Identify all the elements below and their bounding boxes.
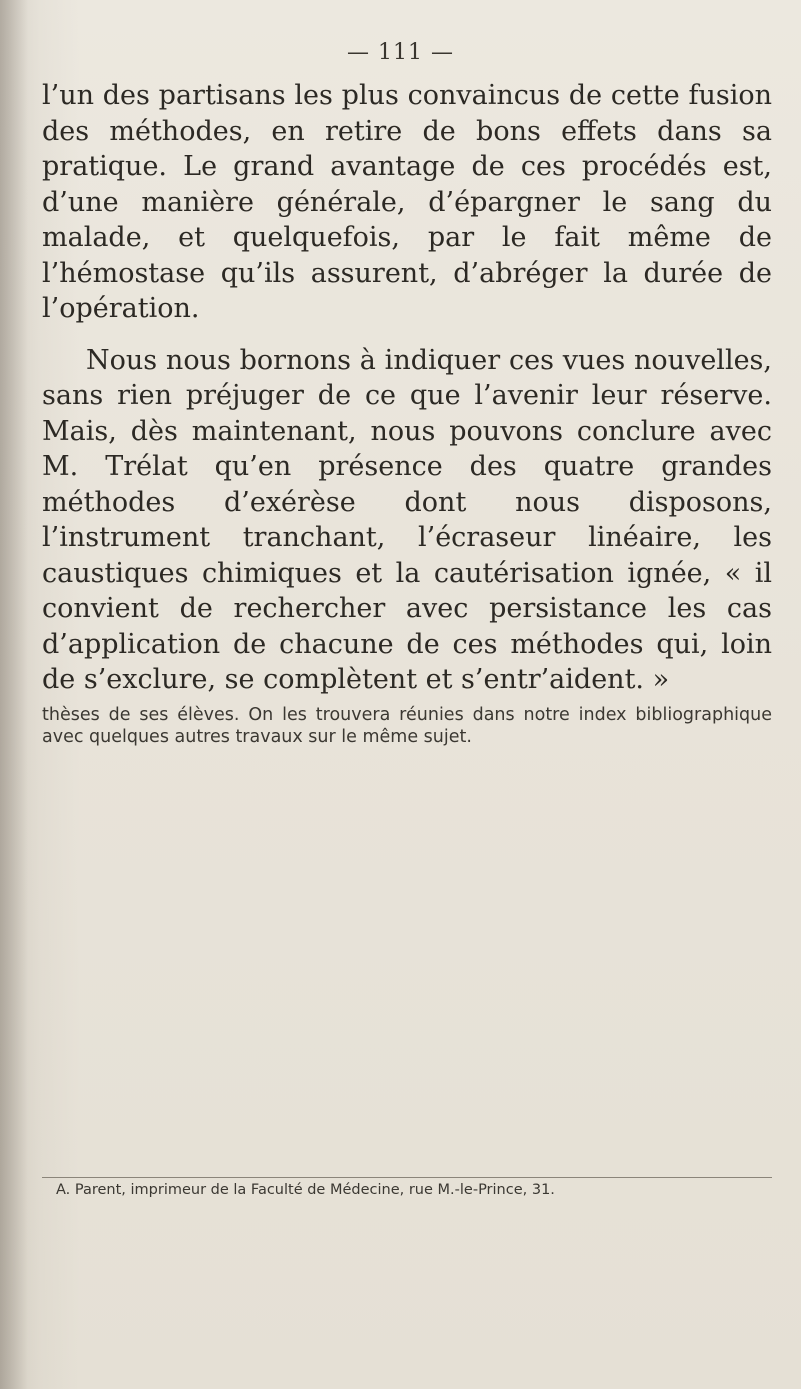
body-text — [42, 78, 772, 698]
binding-shadow — [0, 0, 28, 1389]
paragraph-2: Nous nous bornons à indiquer ces vues nouvelles, sans rien préjuger de ce que l’avenir leur réserve. Mais, dès maintenant, nous pouvons conclure avec M. Trélat qu’en présence des quatre grandes méthodes d’exérèse dont nous disposons, l’instrument tranchant, l’écraseur linéaire, les caustiques chimiques et la cautérisation ignée, « il convient de rechercher avec persistance les cas d’application de chacune de ces méthodes qui, loin de s’exclure, se complètent et s’entr’aident. » — [42, 344, 772, 695]
page-number: — 111 — — [347, 40, 454, 65]
printer-imprint: A. Parent, imprimeur de la Faculté de Médecine, rue M.-le-Prince, 31. — [56, 1182, 555, 1198]
paragraph-1: l’un des partisans les plus convaincus de cette fusion des méthodes, en retire de bons effets dans sa pratique. Le grand avantage de ces procédés est, d’une manière générale, d’épargner le sang du malade, et quelquefois, par le fait même de l’hémostase qu’ils assurent, d’abréger la durée de l’opération. — [42, 80, 772, 324]
imprint-rule — [42, 1177, 772, 1178]
footnote: thèses de ses élèves. On les trouvera réunies dans notre index bibliographique avec quelques autres travaux sur le même sujet. — [42, 705, 772, 747]
